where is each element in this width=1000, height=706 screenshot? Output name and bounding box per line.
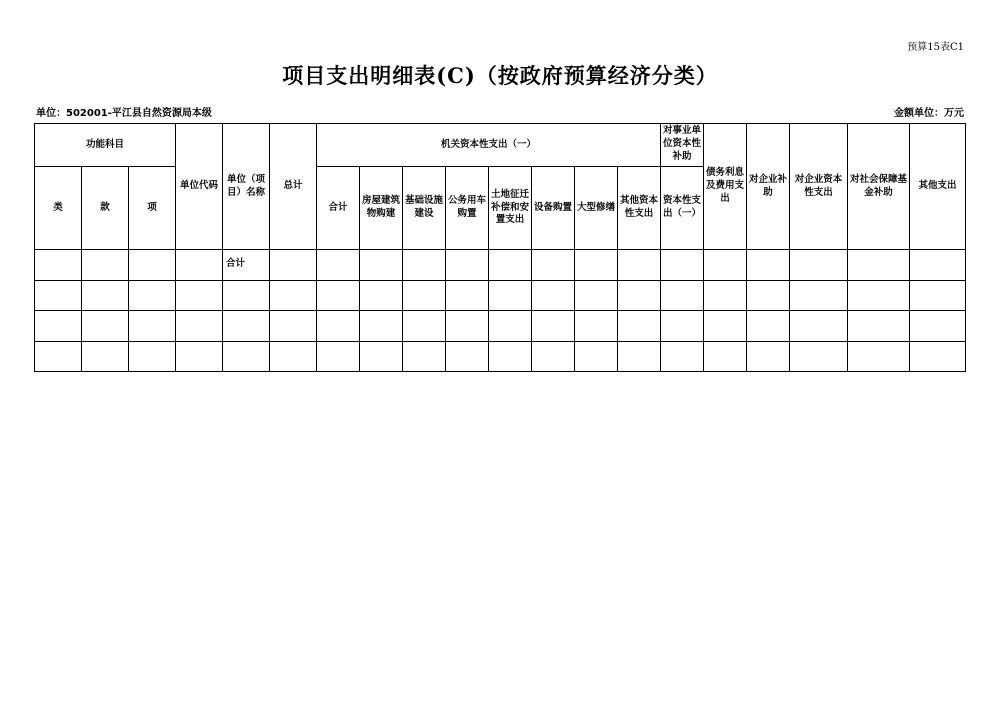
header-agency-capital: 机关资本性支出（一） [317,124,661,167]
table-cell [35,311,82,342]
table-cell [661,341,704,372]
header-infrastructure: 基础设施建设 [403,167,446,250]
table-cell [270,311,317,342]
table-cell [129,280,176,311]
table-cell [532,341,575,372]
table-cell [82,280,129,311]
table-cell [661,311,704,342]
table-cell [176,311,223,342]
table-cell [489,341,532,372]
header-institution-subsidy-group: 对事业单位资本性补助 [661,124,704,167]
table-cell [661,250,704,281]
table-cell [223,341,270,372]
table-cell [747,250,790,281]
table-cell [910,280,966,311]
header-func-subject: 功能科目 [35,124,176,167]
table-cell [790,341,848,372]
table-cell [747,341,790,372]
table-row [35,280,966,311]
table-cell [317,280,360,311]
table-cell [790,280,848,311]
table-cell [270,250,317,281]
header-unit-code: 单位代码 [176,124,223,250]
header-other-capital: 其他资本性支出 [618,167,661,250]
header-item: 项 [129,167,176,250]
table-cell [270,341,317,372]
table-cell [223,311,270,342]
table-cell [82,250,129,281]
table-cell [176,341,223,372]
header-other-expenditure: 其他支出 [910,124,966,250]
table-cell [661,280,704,311]
table-cell [35,341,82,372]
header-total: 总计 [270,124,317,250]
table-cell [575,250,618,281]
table-cell [360,341,403,372]
header-official-vehicles: 公务用车购置 [446,167,489,250]
table-cell [403,341,446,372]
table-cell [618,311,661,342]
table-cell [82,341,129,372]
table-cell [35,280,82,311]
table-cell [747,311,790,342]
form-number: 预算15表C1 [907,42,964,53]
header-category: 类 [35,167,82,250]
header-debt-interest: 债务利息及费用支出 [704,124,747,250]
table-cell [575,341,618,372]
table-cell [848,250,910,281]
table-cell [176,280,223,311]
table-cell [704,311,747,342]
table-cell [360,311,403,342]
table-cell [317,250,360,281]
table-cell [446,341,489,372]
table-cell [360,250,403,281]
table-cell [489,280,532,311]
table-cell [618,280,661,311]
header-enterprise-subsidy: 对企业补助 [747,124,790,250]
table-cell [575,280,618,311]
table-cell [223,280,270,311]
table-cell [704,280,747,311]
table-cell [848,311,910,342]
table-row [35,341,966,372]
table-cell [848,341,910,372]
page-title: 项目支出明细表(C)（按政府预算经济分类） [282,63,718,88]
table-cell [35,250,82,281]
table-cell [129,341,176,372]
table-cell [532,280,575,311]
table-row [35,311,966,342]
header-subtotal: 合计 [317,167,360,250]
table-cell [360,280,403,311]
table-cell [790,250,848,281]
table-cell [317,311,360,342]
table-cell [747,280,790,311]
table-cell [575,311,618,342]
table-cell [129,311,176,342]
table-cell [910,341,966,372]
header-unit-project-name: 单位（项目）名称 [223,124,270,250]
table-cell [704,250,747,281]
expenditure-table [34,123,966,372]
amount-unit-label: 金额单位：万元 [894,108,964,119]
table-cell [790,311,848,342]
table-cell [446,280,489,311]
table-cell [403,250,446,281]
table-cell [82,311,129,342]
table-cell [489,250,532,281]
table-cell [910,311,966,342]
table-cell: 合计 [223,250,270,281]
header-section: 款 [82,167,129,250]
table-cell [848,280,910,311]
table-cell [129,250,176,281]
table-cell [403,311,446,342]
header-major-repair: 大型修缮 [575,167,618,250]
table-cell [910,250,966,281]
table-cell [489,311,532,342]
header-capital-one: 资本性支出（一） [661,167,704,250]
table-cell [704,341,747,372]
table-cell [446,311,489,342]
header-building-construction: 房屋建筑物购建 [360,167,403,250]
header-enterprise-capital: 对企业资本性支出 [790,124,848,250]
table-cell [176,250,223,281]
table-cell [446,250,489,281]
table-cell [618,250,661,281]
table-row [35,250,966,281]
unit-label: 单位：502001-平江县自然资源局本级 [36,108,212,119]
header-land-compensation: 土地征迁补偿和安置支出 [489,167,532,250]
table-cell [317,341,360,372]
table-cell [270,280,317,311]
table-cell [403,280,446,311]
table-cell [532,311,575,342]
header-equipment-purchase: 设备购置 [532,167,575,250]
table-cell [532,250,575,281]
header-social-security-fund: 对社会保障基金补助 [848,124,910,250]
table-cell [618,341,661,372]
